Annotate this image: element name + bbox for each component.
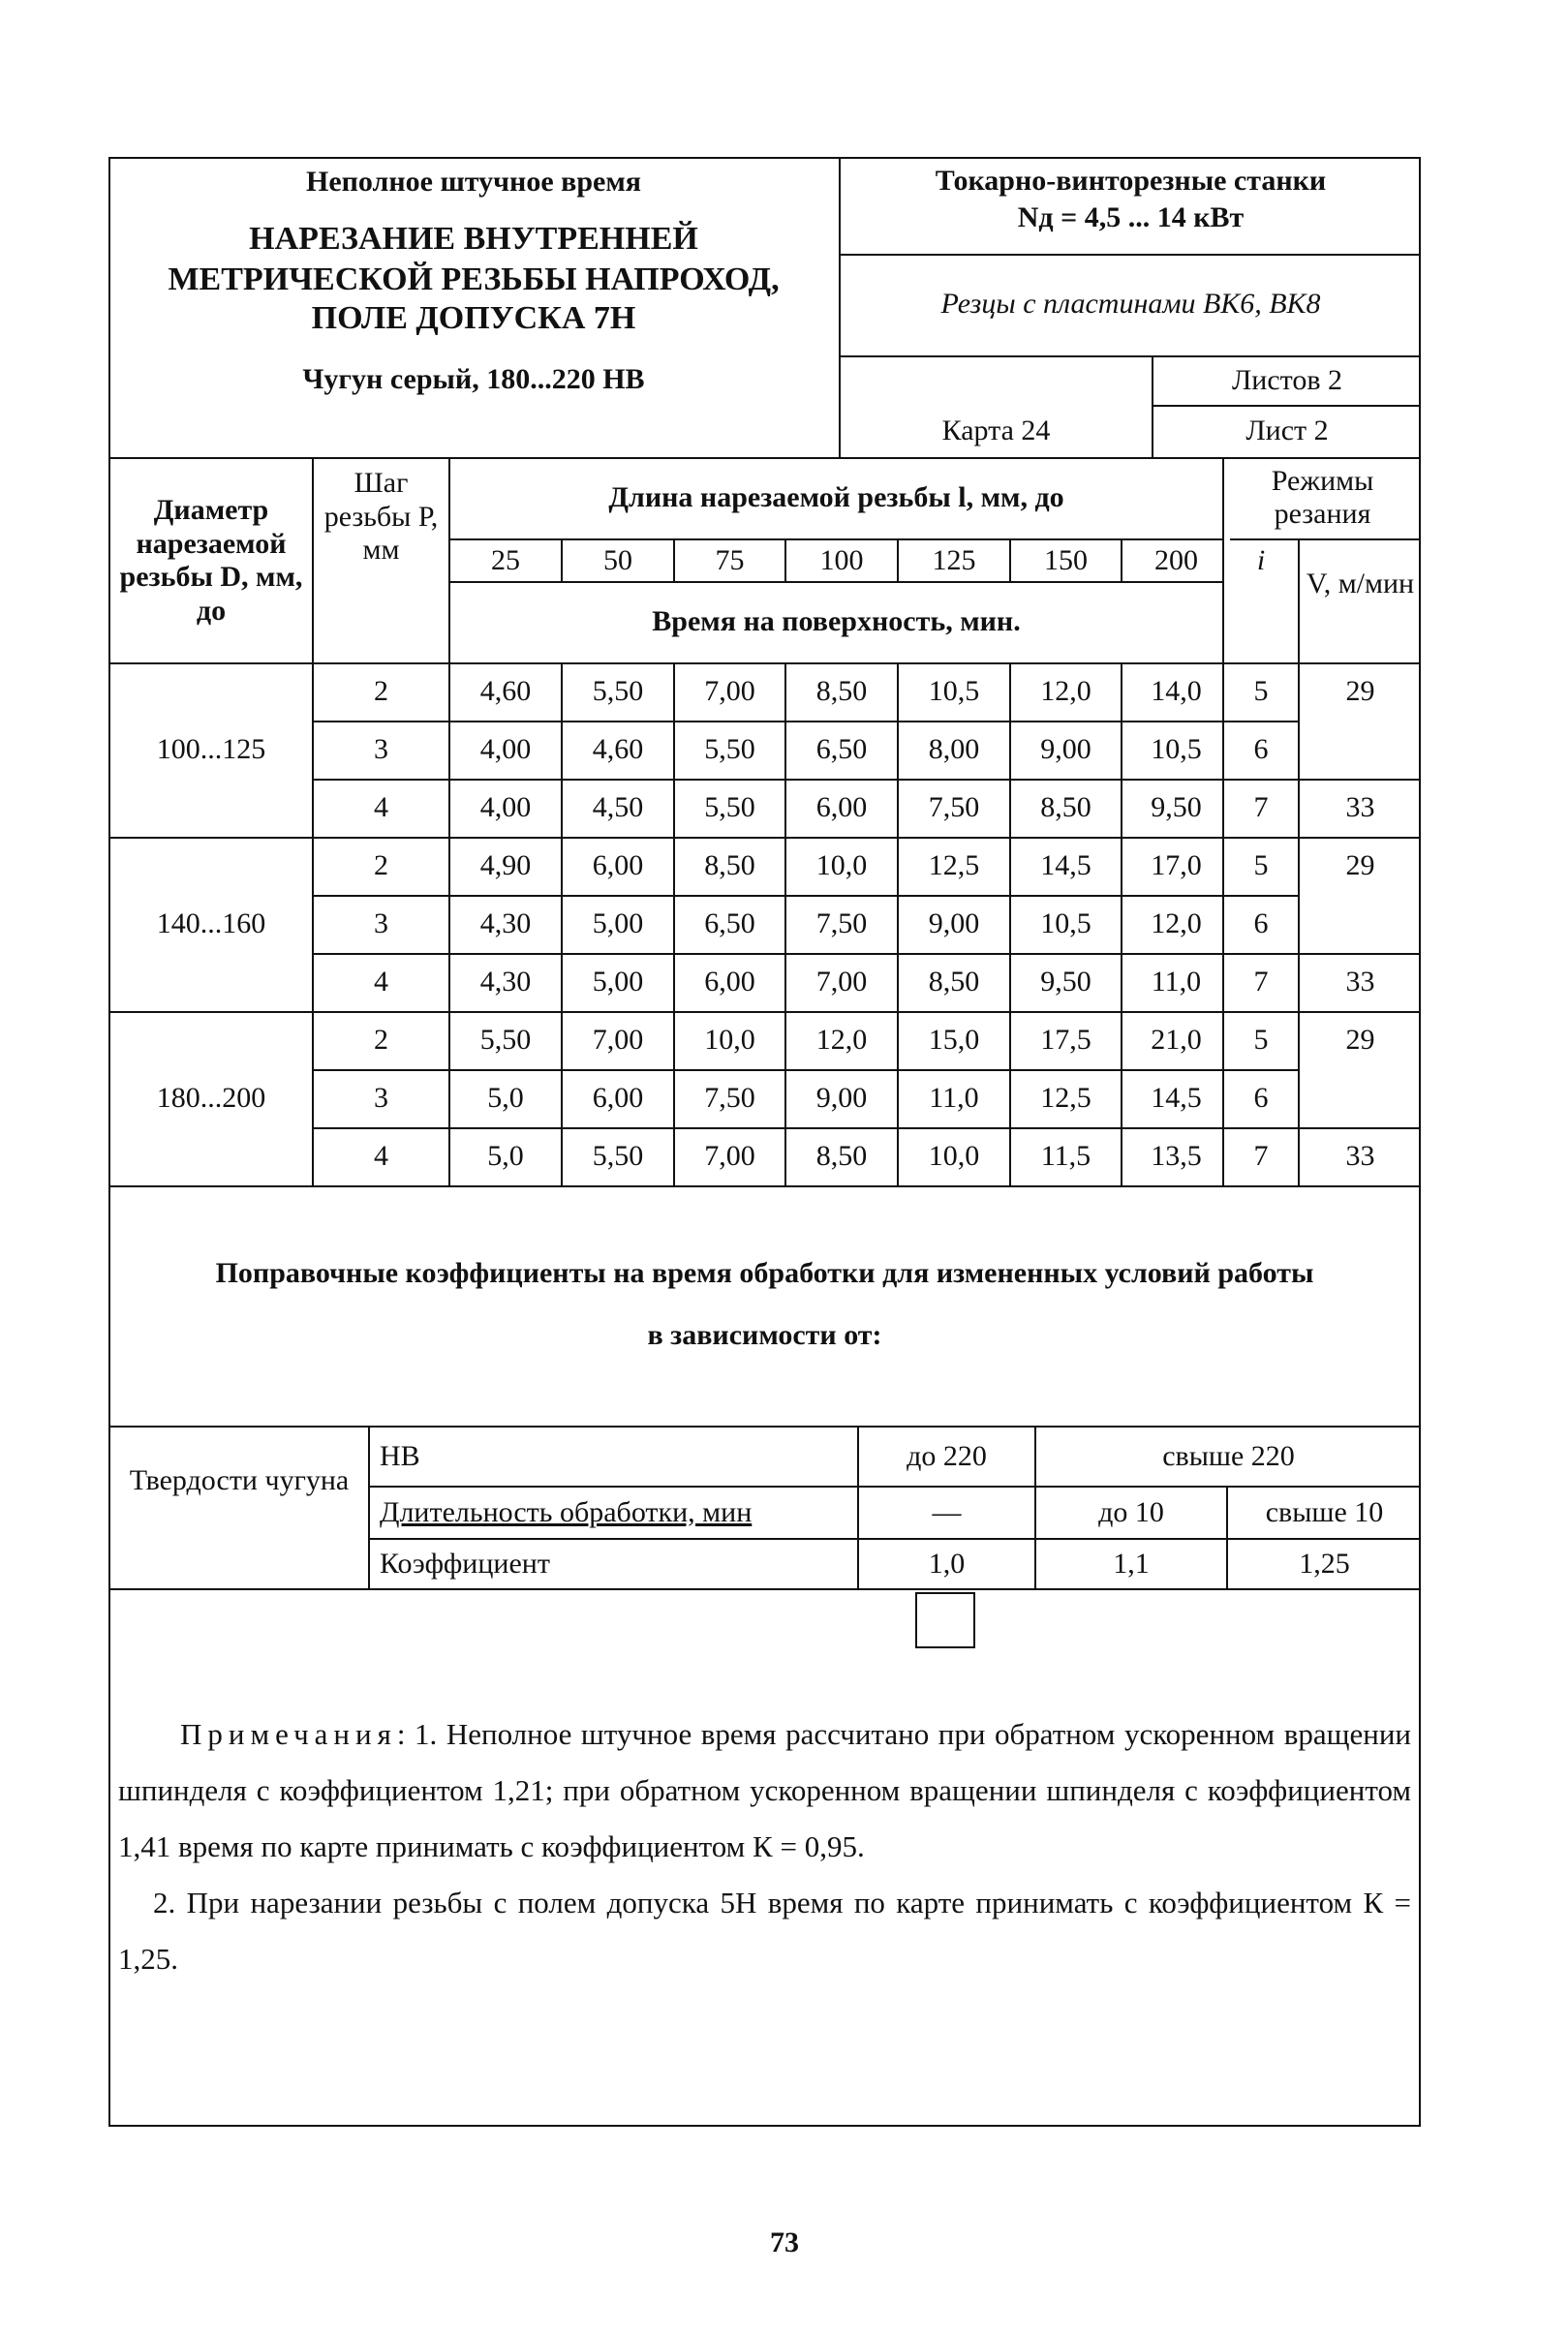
duration-label: Длительность обработки, мин xyxy=(380,1495,753,1528)
time-cell: 5,0 xyxy=(487,1081,524,1114)
passes-cell: 7 xyxy=(1253,965,1269,998)
time-cell: 4,00 xyxy=(479,732,532,765)
time-cell: 11,5 xyxy=(1040,1139,1091,1172)
time-cell: 12,5 xyxy=(1040,1081,1091,1114)
time-cell: 8,50 xyxy=(1040,790,1091,823)
pitch-cell: 4 xyxy=(374,1139,388,1172)
pitch-cell: 2 xyxy=(374,1023,388,1056)
time-cell: 8,50 xyxy=(928,965,980,998)
time-cell: 9,00 xyxy=(815,1081,868,1114)
machine-type: Токарно-винторезные станки xyxy=(935,164,1327,197)
time-cell: 7,00 xyxy=(704,674,755,707)
time-cell: 6,00 xyxy=(704,965,755,998)
time-cell: 10,0 xyxy=(928,1139,980,1172)
col-v-header: V, м/мин xyxy=(1306,567,1415,599)
time-cell: 11,0 xyxy=(929,1081,979,1114)
speed-cell xyxy=(1300,721,1421,779)
speed-cell: 33 xyxy=(1345,965,1375,998)
time-cell: 9,00 xyxy=(1040,732,1091,765)
passes-cell: 5 xyxy=(1253,1023,1269,1056)
time-cell: 12,5 xyxy=(928,848,980,881)
pitch-cell: 3 xyxy=(374,906,388,939)
diameter-cell: 100...125 xyxy=(156,732,266,765)
pitch-cell: 3 xyxy=(374,1081,388,1114)
time-cell: 7,00 xyxy=(815,965,868,998)
time-cell: 17,5 xyxy=(1040,1023,1091,1056)
speed-cell: 29 xyxy=(1345,848,1375,881)
diameter-cell: 180...200 xyxy=(156,1081,266,1114)
speed-cell xyxy=(1300,895,1421,953)
page-number: 73 xyxy=(770,2226,799,2258)
time-cell: 15,0 xyxy=(928,1023,980,1056)
sheet-number: Лист 2 xyxy=(1245,414,1329,446)
length-header-7: 200 xyxy=(1154,543,1198,576)
passes-cell: 5 xyxy=(1253,674,1269,707)
time-cell: 8,50 xyxy=(704,848,755,881)
length-header-5: 125 xyxy=(932,543,976,576)
time-cell: 6,00 xyxy=(592,1081,644,1114)
incomplete-time-label: Неполное штучное время xyxy=(305,165,642,198)
col-modes-header: Режимы резания xyxy=(1271,464,1374,530)
time-cell: 13,5 xyxy=(1151,1139,1202,1172)
time-cell: 6,50 xyxy=(815,732,868,765)
title-line-3: ПОЛЕ ДОПУСКА 7Н xyxy=(311,300,636,337)
duration-dash: — xyxy=(932,1495,962,1528)
time-cell: 7,50 xyxy=(928,790,980,823)
time-cell: 9,50 xyxy=(1151,790,1202,823)
col-diameter-header: Диаметр нарезаемой резьбы D, мм, до xyxy=(119,494,303,627)
time-cell: 6,00 xyxy=(592,848,644,881)
pitch-cell: 2 xyxy=(374,848,388,881)
factor-hardness: Твердости чугуна xyxy=(129,1463,350,1496)
time-cell: 12,0 xyxy=(1151,906,1202,939)
length-header-2: 50 xyxy=(603,543,632,576)
title-line-2: МЕТРИЧЕСКОЙ РЕЗЬБЫ НАПРОХОД, xyxy=(168,261,780,298)
coef-label: Коэффициент xyxy=(380,1547,550,1580)
time-cell: 10,0 xyxy=(815,848,868,881)
time-cell: 12,0 xyxy=(815,1023,868,1056)
length-header-1: 25 xyxy=(491,543,520,576)
time-cell: 8,00 xyxy=(928,732,980,765)
time-cell: 4,60 xyxy=(479,674,532,707)
time-cell: 10,5 xyxy=(928,674,980,707)
time-cell: 14,5 xyxy=(1040,848,1091,881)
diameter-cell: 140...160 xyxy=(156,906,266,939)
length-header-4: 100 xyxy=(819,543,864,576)
correction-title-2: в зависимости от: xyxy=(647,1318,882,1351)
note-1 xyxy=(118,1706,1411,1875)
hb-label: НВ xyxy=(380,1439,420,1472)
material-label: Чугун серый, 180...220 НВ xyxy=(302,362,645,395)
time-cell: 10,5 xyxy=(1040,906,1091,939)
card-number: Карта 24 xyxy=(941,414,1051,446)
time-cell: 5,00 xyxy=(592,906,644,939)
time-cell: 10,0 xyxy=(704,1023,755,1056)
col-pitch-header: Шаг резьбы Р, мм xyxy=(323,467,439,567)
time-cell: 11,0 xyxy=(1151,965,1202,998)
speed-cell: 29 xyxy=(1345,674,1375,707)
pitch-cell: 4 xyxy=(374,790,388,823)
coef-1: 1,0 xyxy=(928,1547,966,1580)
note-2: 2. При нарезании резьбы с полем допуска 5Н время по карте принимать с коэффициентом К = 1,25. xyxy=(118,1886,1411,1976)
time-cell: 6,50 xyxy=(704,906,755,939)
col-i-header: i xyxy=(1256,543,1266,576)
time-cell: 7,50 xyxy=(704,1081,755,1114)
time-cell: 5,50 xyxy=(592,674,644,707)
col-time-header: Время на поверхность, мин. xyxy=(652,604,1021,637)
tools-label: Резцы с пластинами ВК6, ВК8 xyxy=(940,287,1321,320)
speed-cell: 33 xyxy=(1345,790,1375,823)
time-cell: 4,30 xyxy=(479,906,532,939)
time-cell: 7,50 xyxy=(815,906,868,939)
coef-2: 1,1 xyxy=(1113,1547,1150,1580)
duration-low: до 10 xyxy=(1098,1495,1164,1528)
sheets-total: Листов 2 xyxy=(1231,363,1343,396)
passes-cell: 7 xyxy=(1253,790,1269,823)
time-cell: 8,50 xyxy=(815,674,868,707)
time-cell: 7,00 xyxy=(592,1023,644,1056)
time-cell: 17,0 xyxy=(1151,848,1202,881)
time-cell: 14,5 xyxy=(1151,1081,1202,1114)
time-cell: 5,50 xyxy=(592,1139,644,1172)
passes-cell: 5 xyxy=(1253,848,1269,881)
time-cell: 4,50 xyxy=(592,790,644,823)
machine-power: Nд = 4,5 ... 14 кВт xyxy=(1017,200,1245,233)
hb-high: свыше 220 xyxy=(1162,1439,1295,1472)
time-cell: 21,0 xyxy=(1151,1023,1202,1056)
empty-mark-box xyxy=(915,1592,975,1648)
time-cell: 9,50 xyxy=(1040,965,1091,998)
pitch-cell: 3 xyxy=(374,732,388,765)
time-cell: 5,50 xyxy=(704,790,755,823)
col-length-header: Длина нарезаемой резьбы l, мм, до xyxy=(608,480,1064,513)
passes-cell: 6 xyxy=(1253,906,1269,939)
time-cell: 9,00 xyxy=(928,906,980,939)
time-cell: 4,00 xyxy=(479,790,532,823)
duration-high: свыше 10 xyxy=(1265,1495,1384,1528)
time-cell: 4,90 xyxy=(479,848,532,881)
passes-cell: 6 xyxy=(1253,1081,1269,1114)
time-cell: 7,00 xyxy=(704,1139,755,1172)
time-cell: 5,00 xyxy=(592,965,644,998)
note-1-text: : 1. Неполное штучное время рассчитано при обратном ускоренном вращении шпинделя с коэффициентом 1,21; при обратном ускоренном вращении шпинделя с коэффициентом 1,41 время по карте принимать с коэффициентом К = 0,95. xyxy=(118,1717,1411,1863)
speed-cell: 29 xyxy=(1345,1023,1375,1056)
title-line-1: НАРЕЗАНИЕ ВНУТРЕННЕЙ xyxy=(249,221,698,258)
notes-label: Примечания xyxy=(180,1717,397,1751)
time-cell: 6,00 xyxy=(815,790,868,823)
speed-cell xyxy=(1300,1069,1421,1127)
time-cell: 5,0 xyxy=(487,1139,524,1172)
time-cell: 4,30 xyxy=(479,965,532,998)
time-cell: 5,50 xyxy=(479,1023,532,1056)
length-header-6: 150 xyxy=(1044,543,1088,576)
coef-3: 1,25 xyxy=(1299,1547,1350,1580)
time-cell: 8,50 xyxy=(815,1139,868,1172)
passes-cell: 7 xyxy=(1253,1139,1269,1172)
time-cell: 10,5 xyxy=(1151,732,1202,765)
time-cell: 4,60 xyxy=(592,732,644,765)
time-cell: 14,0 xyxy=(1151,674,1202,707)
time-cell: 12,0 xyxy=(1040,674,1091,707)
time-cell: 5,50 xyxy=(704,732,755,765)
pitch-cell: 2 xyxy=(374,674,388,707)
length-header-3: 75 xyxy=(715,543,745,576)
pitch-cell: 4 xyxy=(374,965,388,998)
correction-title-1: Поправочные коэффициенты на время обработки для измененных условий работы xyxy=(215,1256,1314,1289)
passes-cell: 6 xyxy=(1253,732,1269,765)
hb-low: до 220 xyxy=(907,1439,987,1472)
speed-cell: 33 xyxy=(1345,1139,1375,1172)
